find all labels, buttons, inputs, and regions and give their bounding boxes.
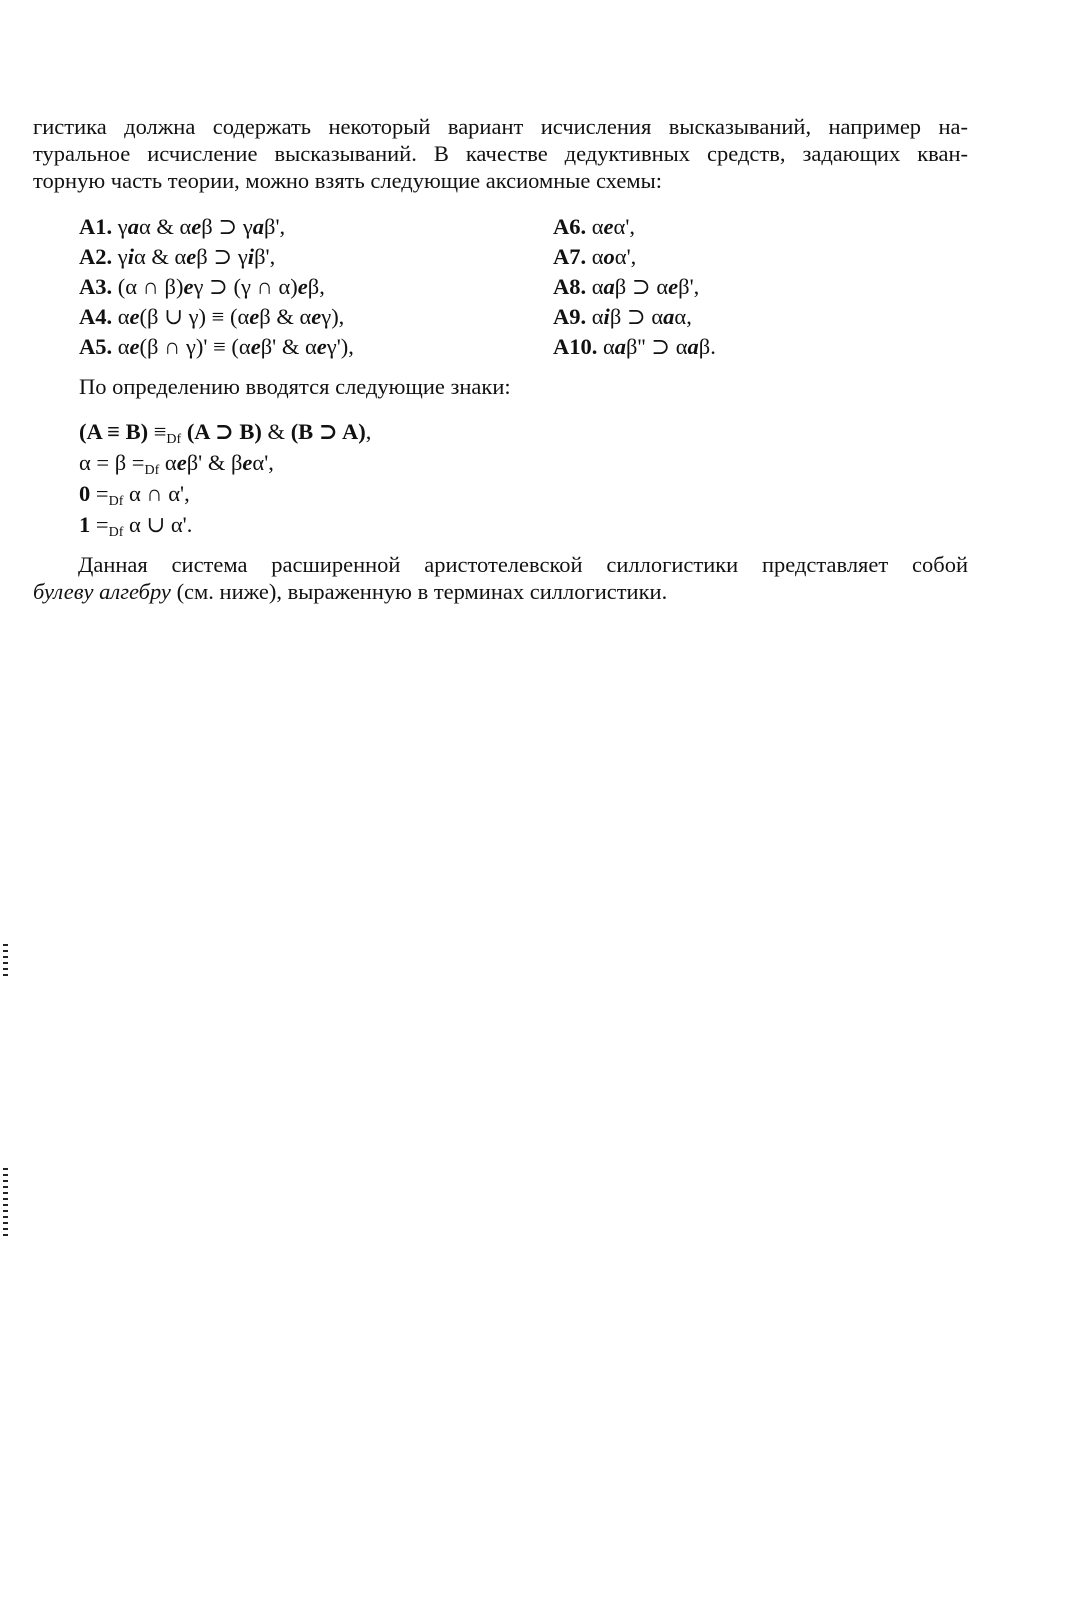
formula-part: α ∩ α', <box>123 481 190 506</box>
axiom-a4 <box>79 302 344 332</box>
final-line: Данная система расширенной аристотелевской силлогистики представляет собой <box>78 552 968 577</box>
axiom-label: A3. <box>79 274 113 299</box>
formula-part: α & α <box>138 214 192 239</box>
formula-part: γ <box>117 214 128 239</box>
formula-part: e <box>316 334 327 359</box>
formula-part: a <box>663 304 675 329</box>
axiom-label: A1. <box>79 214 113 239</box>
scan-margin-marks <box>3 944 9 980</box>
formula-part: i <box>603 304 610 329</box>
formula-part: α <box>591 274 604 299</box>
formula-part: α', <box>614 244 637 269</box>
formula-part: e <box>186 244 197 269</box>
formula-part: Df <box>108 525 124 540</box>
formula-part: α <box>591 244 604 269</box>
formula-part: e <box>250 334 261 359</box>
axiom-a5 <box>79 332 354 362</box>
formula-part: γ <box>117 244 128 269</box>
formula-part: (β ∪ γ) ≡ (α <box>139 304 250 329</box>
formula-part: e <box>242 450 253 475</box>
formula-part: = <box>90 512 109 537</box>
formula-part: e <box>311 304 322 329</box>
italic-term: булеву алгебру <box>33 579 171 604</box>
axiom-a7 <box>553 242 636 272</box>
formula-part: e <box>129 304 140 329</box>
formula-part: α <box>159 450 177 475</box>
axiom-row <box>79 242 959 272</box>
formula-part: β ⊃ α <box>609 304 664 329</box>
axiom-label: A9. <box>553 304 587 329</box>
formula-part: i <box>127 244 134 269</box>
formula-part: e <box>183 274 194 299</box>
intro-line: туральное исчисление высказываний. В качестве дедуктивных средств, задающих кван- <box>33 141 968 166</box>
formula-part: a <box>603 274 615 299</box>
formula-part: e <box>176 450 187 475</box>
formula-part: α ∪ α'. <box>123 512 193 537</box>
axiom-row <box>79 272 959 302</box>
formula-part: β ⊃ γ <box>196 244 248 269</box>
intro-line: торную часть теории, можно взять следующие аксиомные схемы: <box>33 168 662 193</box>
formula-part: ≡ <box>153 419 167 444</box>
formula-part: & <box>267 419 291 444</box>
definitions-list <box>79 416 371 540</box>
axiom-row <box>79 332 959 362</box>
definition-row <box>79 478 371 509</box>
formula-part: β'' ⊃ α <box>626 334 688 359</box>
formula-part: β', <box>254 244 276 269</box>
axiom-a3 <box>79 272 325 302</box>
axiom-label: A2. <box>79 244 113 269</box>
formula-part: Df <box>166 432 182 447</box>
axiom-a10 <box>553 332 716 362</box>
formula-part: o <box>603 244 615 269</box>
final-paragraph <box>33 551 968 605</box>
formula-part: Df <box>144 463 160 478</box>
formula-part: γ ⊃ (γ ∩ α) <box>193 274 298 299</box>
final-line <box>33 578 968 605</box>
formula-part: 0 <box>79 481 91 506</box>
definitions-heading: По определению вводятся следующие знаки: <box>79 374 511 399</box>
formula-part: (B ⊃ A) <box>290 419 366 444</box>
formula-part: e <box>297 274 308 299</box>
formula-part: α', <box>613 214 636 239</box>
definition-row <box>79 447 371 478</box>
formula-part: a <box>127 214 139 239</box>
formula-part: β, <box>307 274 325 299</box>
formula-part: (β ∩ γ)' ≡ (α <box>139 334 251 359</box>
formula-part: α <box>603 334 615 359</box>
formula-part: α, <box>674 304 692 329</box>
formula-part: (α ∩ β) <box>117 274 184 299</box>
formula-part: e <box>249 304 260 329</box>
axiom-label: A5. <box>79 334 113 359</box>
formula-part: β', <box>264 214 286 239</box>
axiom-a8 <box>553 272 699 302</box>
formula-part: Df <box>108 494 124 509</box>
formula-part: a <box>614 334 627 359</box>
formula-part: (A ≡ B) <box>79 419 154 444</box>
formula-part: = <box>90 481 109 506</box>
formula-part: α & α <box>133 244 187 269</box>
final-line-rest: (см. ниже), выраженную в терминах силлогистики. <box>170 579 668 604</box>
formula-part: α = β = <box>79 450 145 475</box>
formula-part: e <box>603 214 614 239</box>
formula-part: α', <box>252 450 274 475</box>
definition-row <box>79 509 371 540</box>
definition-row <box>79 416 371 447</box>
formula-part: (A ⊃ B) <box>181 419 268 444</box>
formula-part: e <box>191 214 202 239</box>
formula-part: γ), <box>321 304 345 329</box>
formula-part: β' & β <box>186 450 243 475</box>
axiom-label: A7. <box>553 244 587 269</box>
formula-part: i <box>247 244 255 269</box>
formula-part: , <box>365 419 372 444</box>
formula-part: 1 <box>79 512 91 537</box>
axiom-label: A8. <box>553 274 587 299</box>
formula-part: β ⊃ γ <box>201 214 253 239</box>
axiom-label: A10. <box>553 334 598 359</box>
formula-part: e <box>668 274 679 299</box>
formula-part: α <box>591 214 604 239</box>
formula-part: a <box>687 334 699 359</box>
intro-line: гистика должна содержать некоторый вариант исчисления высказываний, например на- <box>33 114 968 139</box>
formula-part: β', <box>678 274 700 299</box>
axiom-label: A4. <box>79 304 113 329</box>
axiom-label: A6. <box>553 214 587 239</box>
axiom-a9 <box>553 302 692 332</box>
formula-part: a <box>252 214 265 239</box>
axiom-a2 <box>79 242 275 272</box>
formula-part: α <box>591 304 604 329</box>
axiom-row <box>79 212 959 242</box>
axiom-a1 <box>79 212 285 242</box>
axiom-schemes <box>79 212 959 362</box>
axiom-a6 <box>553 212 635 242</box>
intro-paragraph <box>33 113 968 194</box>
scan-margin-marks <box>3 1168 9 1240</box>
axiom-row <box>79 302 959 332</box>
formula-part: γ'), <box>326 334 354 359</box>
formula-part: β & α <box>259 304 312 329</box>
formula-part: β' & α <box>260 334 317 359</box>
formula-part: α <box>117 304 130 329</box>
formula-part: e <box>129 334 140 359</box>
formula-part: β. <box>698 334 716 359</box>
formula-part: β ⊃ α <box>614 274 669 299</box>
formula-part: α <box>117 334 130 359</box>
